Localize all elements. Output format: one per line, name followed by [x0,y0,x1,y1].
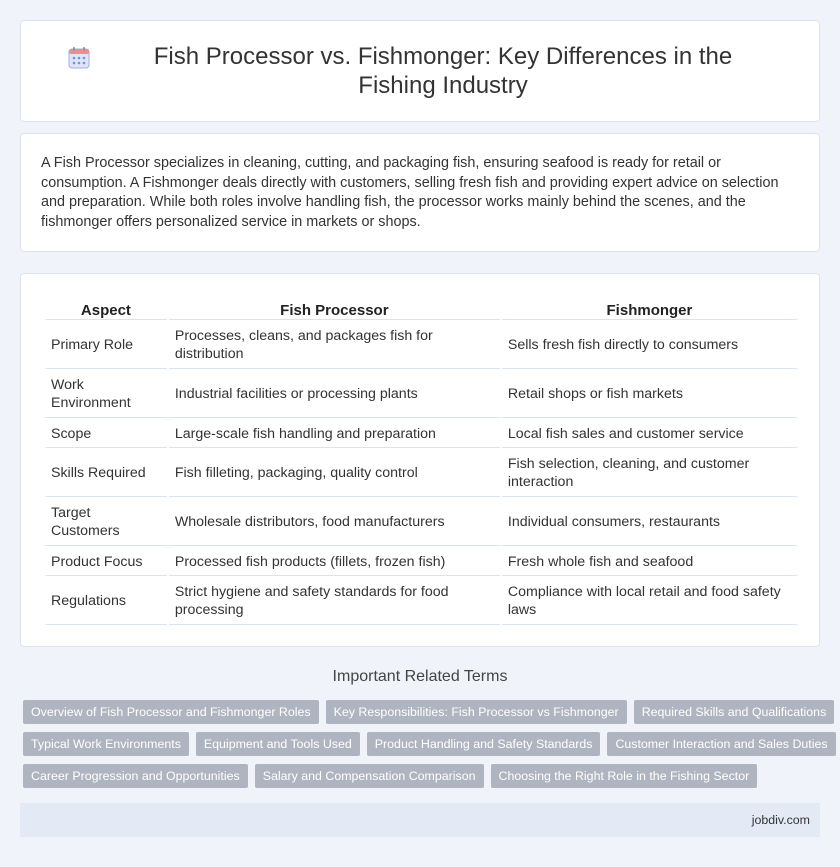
row-fishmonger-value: Retail shops or fish markets [502,371,797,418]
related-tag[interactable]: Choosing the Right Role in the Fishing Sector [491,764,758,788]
related-tag[interactable]: Typical Work Environments [23,732,189,756]
row-processor-value: Processed fish products (fillets, frozen fish) [169,548,500,576]
table-row [45,322,797,369]
related-terms-tags [23,700,828,796]
related-tag[interactable]: Product Handling and Safety Standards [367,732,601,756]
tag-row [23,732,828,756]
calendar-icon [67,46,91,70]
table-row [45,548,797,576]
row-fishmonger-value: Fresh whole fish and seafood [502,548,797,576]
row-aspect: Skills Required [45,450,167,497]
comparison-table [43,294,799,627]
related-tag[interactable]: Customer Interaction and Sales Duties [607,732,835,756]
row-fishmonger-value: Local fish sales and customer service [502,420,797,448]
row-aspect: Product Focus [45,548,167,576]
row-aspect: Target Customers [45,499,167,546]
row-processor-value: Processes, cleans, and packages fish for distribution [169,322,500,369]
table-row [45,499,797,546]
footer [20,803,820,837]
row-aspect: Regulations [45,578,167,625]
row-aspect: Work Environment [45,371,167,418]
title-wrap [60,42,780,100]
header-fish-processor: Fish Processor [169,296,500,320]
related-terms-title: Important Related Terms [332,668,508,685]
intro-card [20,133,820,252]
footer-site-link[interactable]: jobdiv.com [751,813,810,827]
page-title: Fish Processor vs. Fishmonger: Key Differences in the Fishing Industry [153,43,733,99]
row-aspect: Primary Role [45,322,167,369]
row-processor-value: Fish filleting, packaging, quality control [169,450,500,497]
related-tag[interactable]: Career Progression and Opportunities [23,764,248,788]
row-fishmonger-value: Compliance with local retail and food safety laws [502,578,797,625]
row-processor-value: Strict hygiene and safety standards for food processing [169,578,500,625]
row-processor-value: Wholesale distributors, food manufacturers [169,499,500,546]
row-processor-value: Industrial facilities or processing plants [169,371,500,418]
table-row [45,450,797,497]
tag-row [23,764,823,788]
table-header-row [45,296,797,320]
intro-paragraph: A Fish Processor specializes in cleaning, cutting, and packaging fish, ensuring seafood is ready for retail or consumption. A Fishmonger deals directly with customers, selling fresh fish and providing expert advice on selection and preparation. While both roles involve handling fish, the processor works mainly behind the scenes, and the fishmonger offers personalized service in markets or shops. [41,155,779,230]
row-processor-value: Large-scale fish handling and preparation [169,420,500,448]
table-row [45,371,797,418]
header-aspect: Aspect [45,296,167,320]
related-tag[interactable]: Required Skills and Qualifications [634,700,835,724]
row-fishmonger-value: Individual consumers, restaurants [502,499,797,546]
table-row [45,420,797,448]
tag-row [23,700,827,724]
row-fishmonger-value: Fish selection, cleaning, and customer interaction [502,450,797,497]
comparison-card [20,273,820,647]
related-tag[interactable]: Salary and Compensation Comparison [255,764,484,788]
title-card [20,20,820,122]
row-fishmonger-value: Sells fresh fish directly to consumers [502,322,797,369]
row-aspect: Scope [45,420,167,448]
table-row [45,578,797,625]
related-tag[interactable]: Overview of Fish Processor and Fishmonger Roles [23,700,319,724]
header-fishmonger: Fishmonger [502,296,797,320]
related-tag[interactable]: Key Responsibilities: Fish Processor vs Fishmonger [326,700,627,724]
related-tag[interactable]: Equipment and Tools Used [196,732,360,756]
